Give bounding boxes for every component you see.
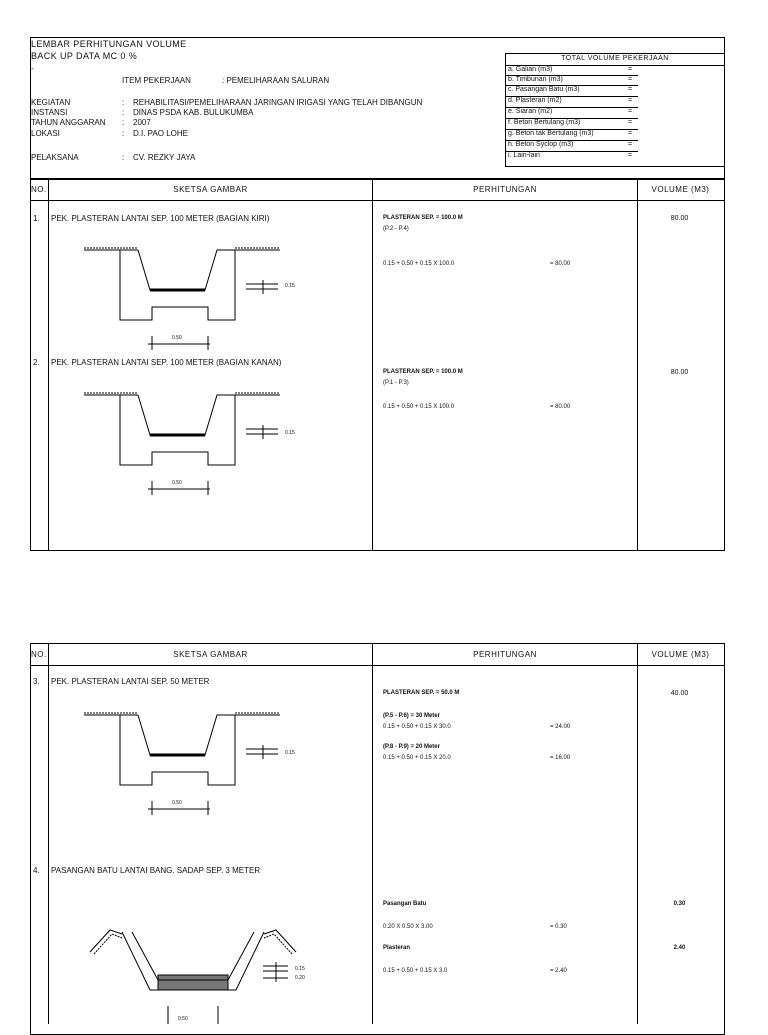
calc-heading: Pasangan Batu bbox=[383, 901, 427, 907]
calc-result: = 24.00 bbox=[550, 724, 571, 730]
calc-heading: PLASTERAN SEP. = 100.0 M bbox=[383, 215, 463, 221]
item-number: 2. bbox=[33, 358, 40, 367]
intake-floor-sketch bbox=[88, 918, 308, 1024]
field-value-lokasi: D.I. PAO LOHE bbox=[133, 129, 188, 138]
total-row-eq: = bbox=[628, 86, 633, 93]
dim-width-label: 0.50 bbox=[172, 335, 182, 341]
field-value-kegiatan: REHABILITASI/PEMELIHARAAN JARINGAN IRIGASI YANG TELAH DIBANGUN bbox=[133, 98, 423, 107]
total-volume-box bbox=[505, 53, 725, 167]
calc-line: 0.20 X 0.50 X 3.00 bbox=[383, 924, 433, 930]
sheet-title: LEMBAR PERHITUNGAN VOLUME bbox=[31, 39, 187, 49]
field-value-pelaksana: CV. REZKY JAYA bbox=[133, 153, 196, 162]
col-header-volume: VOLUME (M3) bbox=[651, 185, 710, 194]
calc-result: = 80.00 bbox=[550, 404, 571, 410]
item-label: ITEM PEKERJAAN bbox=[122, 76, 191, 85]
field-sep: : bbox=[122, 108, 125, 117]
total-row-eq: = bbox=[628, 76, 633, 83]
channel-section-sketch bbox=[80, 385, 300, 495]
col-header-calc: PERHITUNGAN bbox=[473, 650, 537, 659]
field-label-instansi: INSTANSI bbox=[31, 108, 68, 117]
calc-heading: PLASTERAN SEP. = 100.0 M bbox=[383, 369, 463, 375]
total-row-label: g. Beton tak Bertulang (m3) bbox=[508, 130, 594, 137]
col-divider-calc bbox=[637, 643, 638, 1024]
col-header-calc: PERHITUNGAN bbox=[473, 185, 537, 194]
field-label-pelaksana: PELAKSANA bbox=[31, 153, 79, 162]
total-row-eq: = bbox=[628, 97, 633, 104]
field-value-tahun: 2007 bbox=[133, 118, 151, 127]
col-divider-sketch bbox=[372, 643, 373, 1024]
field-sep: : bbox=[122, 98, 125, 107]
calc-line: 0.15 + 0.50 + 0.15 X 100.0 bbox=[383, 404, 455, 410]
total-row-label: d. Plasteran (m2) bbox=[508, 97, 562, 104]
dim-height-label: 0.15 bbox=[295, 966, 305, 972]
item-number: 3. bbox=[33, 677, 40, 686]
col-divider-sketch bbox=[372, 178, 373, 550]
item-number: 1. bbox=[33, 214, 40, 223]
calc-line: 0.15 + 0.50 + 0.15 X 20.0 bbox=[383, 755, 451, 761]
channel-section-sketch bbox=[80, 705, 300, 815]
field-label-lokasi: LOKASI bbox=[31, 129, 60, 138]
dim-height-label: 0.15 bbox=[285, 750, 295, 756]
col-divider-no bbox=[48, 178, 49, 550]
field-value-instansi: DINAS PSDA KAB. BULUKUMBA bbox=[133, 108, 254, 117]
calc-sub: (P.5 - P.6) = 30 Meter bbox=[383, 713, 440, 719]
col-header-no: NO. bbox=[31, 650, 47, 659]
header-divider bbox=[30, 178, 724, 180]
column-header-divider bbox=[30, 200, 724, 201]
item-title: PEK. PLASTERAN LANTAI SEP. 100 METER (BAGIAN KIRI) bbox=[51, 214, 270, 223]
item-title: PEK. PLASTERAN LANTAI SEP. 50 METER bbox=[51, 677, 210, 686]
total-row-eq: = bbox=[628, 141, 633, 148]
channel-section-sketch bbox=[80, 240, 300, 350]
total-row-label: f. Beton Bertulang (m3) bbox=[508, 119, 581, 126]
calc-result: = 80.00 bbox=[550, 261, 571, 267]
item-title: PEK. PLASTERAN LANTAI SEP. 100 METER (BAGIAN KANAN) bbox=[51, 358, 282, 367]
col-divider-no bbox=[48, 643, 49, 1024]
total-row-eq: = bbox=[628, 130, 633, 137]
total-row-label: h. Beton Syclop (m3) bbox=[508, 141, 574, 148]
total-row-eq: = bbox=[628, 66, 633, 73]
sheet-subtitle: BACK UP DATA MC 0 % bbox=[31, 51, 138, 61]
field-label-kegiatan: KEGIATAN bbox=[31, 98, 71, 107]
column-header-divider bbox=[30, 665, 724, 666]
total-row-eq: = bbox=[628, 108, 633, 115]
item-number: 4. bbox=[33, 866, 40, 875]
total-row-eq: = bbox=[628, 119, 633, 126]
item-value: : PEMELIHARAAN SALURAN bbox=[222, 76, 330, 85]
volume-value: 40.00 bbox=[670, 690, 689, 697]
header-dash: - bbox=[31, 64, 34, 73]
dim-width-label: 0.50 bbox=[172, 480, 182, 486]
calc-sub: (P.2 - P.4) bbox=[383, 226, 409, 232]
dim-width-label: 0.50 bbox=[178, 1016, 188, 1022]
field-label-tahun: TAHUN ANGGARAN bbox=[31, 118, 106, 127]
col-header-no: NO. bbox=[31, 185, 47, 194]
calc-line: 0.15 + 0.50 + 0.15 X 30.0 bbox=[383, 724, 451, 730]
total-row-label: a. Galian (m3) bbox=[508, 66, 553, 73]
volume-value: 2.40 bbox=[673, 945, 686, 951]
col-divider-calc bbox=[637, 178, 638, 550]
volume-value: 80.00 bbox=[670, 215, 689, 222]
calc-sub: (P.1 - P.3) bbox=[383, 380, 409, 386]
calc-line: 0.15 + 0.50 + 0.15 X 100.0 bbox=[383, 261, 455, 267]
col-header-volume: VOLUME (M3) bbox=[651, 650, 710, 659]
item-title: PASANGAN BATU LANTAI BANG. SADAP SEP. 3 METER bbox=[51, 866, 261, 875]
total-row-label: i. Lain-lain bbox=[508, 152, 540, 159]
volume-value: 80.00 bbox=[670, 369, 689, 376]
col-header-sketch: SKETSA GAMBAR bbox=[173, 185, 248, 194]
calc-heading: PLASTERAN SEP. = 50.0 M bbox=[383, 690, 460, 696]
calc-heading: Plasteran bbox=[383, 945, 411, 951]
volume-value: 0.30 bbox=[673, 901, 686, 907]
total-row-label: e. Siaran (m2) bbox=[508, 108, 553, 115]
dim-height-label: 0.15 bbox=[285, 430, 295, 436]
dim-width-label: 0.50 bbox=[172, 800, 182, 806]
total-row-eq: = bbox=[628, 152, 633, 159]
total-volume-title: TOTAL VOLUME PEKERJAAN bbox=[561, 55, 669, 62]
total-row-label: b. Timbunan (m3) bbox=[508, 76, 563, 83]
calc-result: = 0.30 bbox=[550, 924, 567, 930]
col-header-sketch: SKETSA GAMBAR bbox=[173, 650, 248, 659]
calc-line: 0.15 + 0.50 + 0.15 X 3.0 bbox=[383, 968, 448, 974]
dim-height-label: 0.15 bbox=[285, 283, 295, 289]
calc-result: = 16.00 bbox=[550, 755, 571, 761]
field-sep: : bbox=[122, 153, 125, 162]
dim-height-label: 0.20 bbox=[295, 975, 305, 981]
field-sep: : bbox=[122, 129, 125, 138]
calc-result: = 2.40 bbox=[550, 968, 567, 974]
calc-sub: (P.8 - P.9) = 20 Meter bbox=[383, 744, 440, 750]
total-row-label: c. Pasangan Batu (m3) bbox=[508, 86, 580, 93]
field-sep: : bbox=[122, 118, 125, 127]
